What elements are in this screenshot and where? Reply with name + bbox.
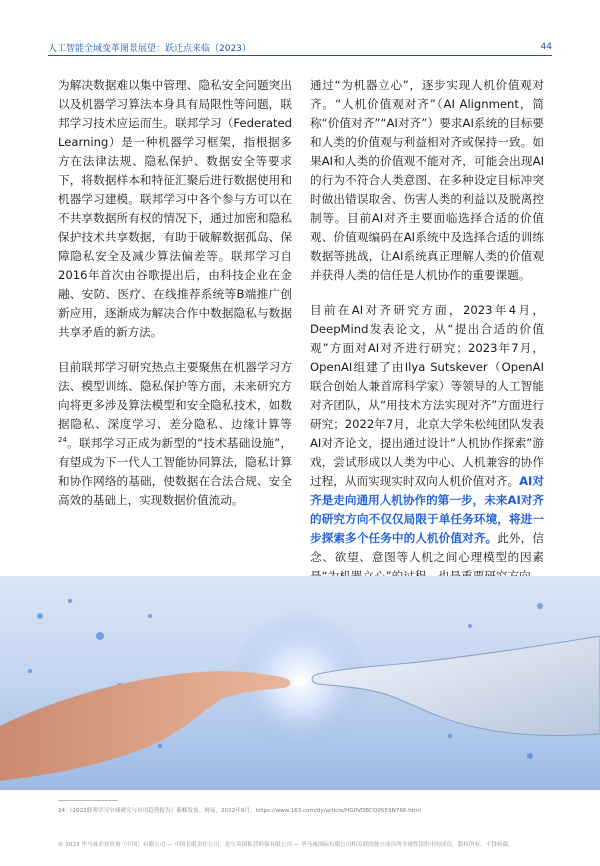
footnote: 24 《2022联邦学习全球研究与应用趋势报告》蓄峰发布。网易，2022年9月。https://www.163.com/dy/article/HG0VDBCQ0553N766.html (58, 808, 421, 814)
page-header (48, 38, 552, 56)
footnote-divider (58, 800, 118, 801)
hero-image-human-robot-hands (0, 576, 600, 790)
touch-point (294, 675, 306, 687)
highlight-text: AI对齐是走向通用人机协作的第一步，未来AI对齐的研究方向不仅仅局限于单任务环境，将进一步探索多个任务中的人机价值对齐。 (310, 474, 544, 545)
header-title: 人工智能全域变革图景展望：跃迁点来临（2023） (48, 43, 251, 54)
page-number: 44 (540, 42, 552, 52)
paragraph-text-end: 此外，信念、欲望、意图等人机之间心理模型的因素 (310, 531, 544, 564)
paragraph-research-hotspots (58, 358, 292, 510)
left-column (58, 76, 292, 526)
copyright-notice: © 2023 毕马威企业咨询（中国）有限公司 — 中国有限责任公司，是与英国私营担保有限公司 — 毕马威国际有限公司相关联的独立成员所全球性组织中的成员。版权所有，不得转载。 (58, 842, 514, 848)
footnote-ref[interactable]: 24 (58, 436, 67, 445)
paragraph-text-cont: 。联邦学习正成为新型的“技术基础设施”，有望成为下一代人工智能协同算法，隐私计算和协作网络的基础，使数据在合法合规、安全高效的基础上，实现数据价值流动。 (58, 436, 292, 507)
right-column (310, 76, 544, 602)
paragraph-value-alignment: 通过“为机器立心”，逐步实现人机价值观对齐。“人机价值观对齐”（AI Alignment，简称“价值对齐”“AI对齐”）要求AI系统的目标要和人类的价值观与利益相对齐或保持一致。如果AI和人类的价值观不能对齐，可能会出现AI的行为不符合人类意图、在多种设定目标冲突时做出错误取舍、伤害人类的利益以及脱离控制等。目前AI对齐主要面临选择合适的价值观、价值观编码在AI系统中及选择合适的训练数据等挑战，让AI系统真正理解人类的价值观并获得人类的信任是人机协作的重要课题。 (310, 78, 544, 282)
paragraph-text: 目前在AI对齐研究方面，2023年4月，DeepMind发表论文，从“提出合适的价值观”方面对AI对齐进行研究；2023年7月，OpenAI组建了由Ilya Sutskever（OpenAI联合创始人兼首席科学家）等领导的人工智能对齐团队，从“用技术方法实现对齐”方面进行研究；2022年7月，北京大学朱松纯团队发表AI对齐论文，提出通过设计“人机协作探索”游戏，尝试形成以人类为中心、人机兼容的协作过程，从而实现实时双向人机价值对齐。 (310, 303, 544, 488)
paragraph-text: 目前联邦学习研究热点主要聚焦在机器学习方法、模型训练、隐私保护等方面，未来研究方向将更多涉及算法模型和安全隐私技术，如数据隐私、深度学习、差分隐私、边缘计算等 (58, 360, 292, 431)
header-divider (48, 55, 552, 56)
paragraph-federated-learning: 为解决数据难以集中管理、隐私安全问题突出以及机器学习算法本身具有局限性等问题，联邦学习技术应运而生。联邦学习（Federated Learning）是一种机器学习框架，指根据多方在法律法规、隐私保护、数据安全等要求下，将数据样本和特征汇聚后进行数据使用和机器学习建模。联邦学习中各个参与方可以在不共享数据所有权的情况下，通过加密和隐私保护技术共享数据，有助于破解数据孤岛、保障隐私安全及减少算法偏差等。联邦学习自2016年首次由谷歌提出后，由科技企业在金融、安防、医疗、在线推荐系统等B端推广创新应用，逐渐成为解决合作中数据隐私与数据共享矛盾的新方法。 (58, 78, 292, 339)
hands-illustration (0, 576, 600, 790)
paragraph-alignment-research (310, 301, 544, 586)
